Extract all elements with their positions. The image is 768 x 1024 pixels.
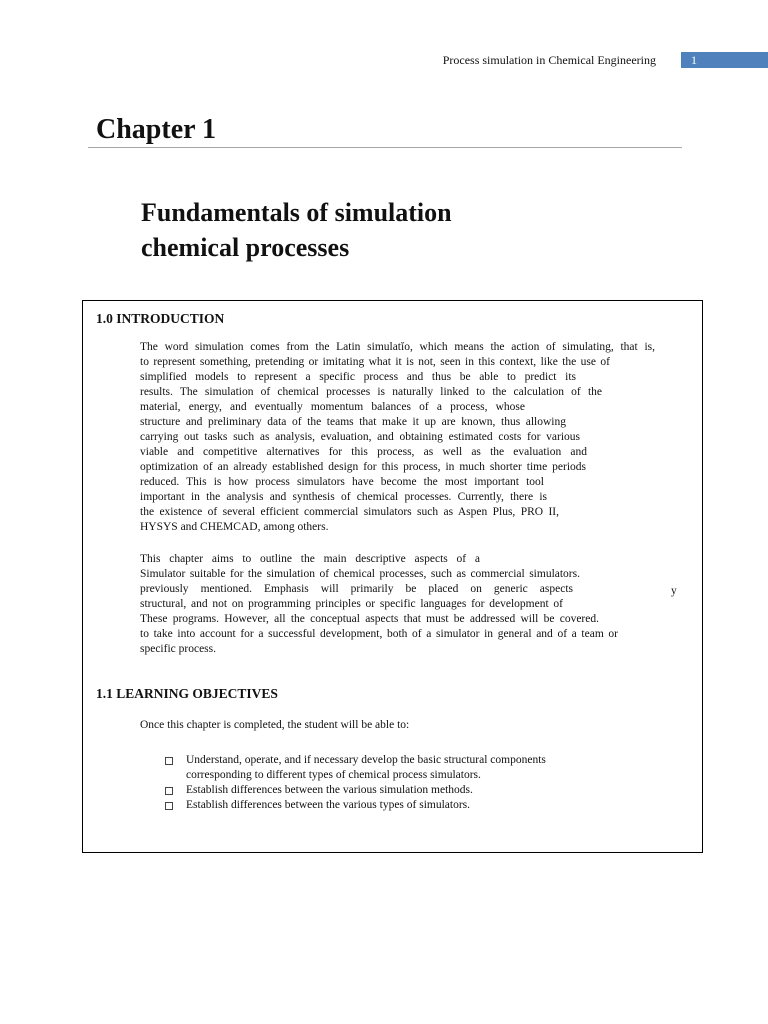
text-line: The word simulation comes from the Latin simulatĭo, which means the action of simulating, that is, xyxy=(140,341,655,353)
text-line: HYSYS and CHEMCAD, among others. xyxy=(140,521,329,533)
chapter-title xyxy=(141,195,452,265)
text-line: This chapter aims to outline the main descriptive aspects of a xyxy=(140,553,480,565)
objectives-list xyxy=(165,753,585,813)
text-line: simplified models to represent a specific process and thus be able to predict its xyxy=(140,371,576,383)
chapter-title-line: Fundamentals of simulation xyxy=(141,198,452,227)
text-line: Simulator suitable for the simulation of chemical processes, such as commercial simulators. xyxy=(140,568,580,580)
text-line: optimization of an already established design for this process, in much shorter time periods xyxy=(140,461,586,473)
text-line: reduced. This is how process simulators have become the most important tool xyxy=(140,476,544,488)
running-header-title: Process simulation in Chemical Engineering xyxy=(442,53,656,67)
stray-letter: y xyxy=(671,585,677,597)
content-box xyxy=(82,300,703,853)
checkbox-bullet-icon xyxy=(165,787,173,795)
text-line: structural, and not on programming principles or specific languages for development of xyxy=(140,598,563,610)
text-line: structure and preliminary data of the teams that make it up are known, thus allowing xyxy=(140,416,566,428)
chapter-divider xyxy=(88,147,682,148)
intro-paragraph-2 xyxy=(140,552,655,657)
text-line: Understand, operate, and if necessary develop the basic structural components xyxy=(186,754,546,766)
intro-paragraph-1 xyxy=(140,340,655,535)
intro-heading: 1.0 INTRODUCTION xyxy=(96,311,225,326)
text-line: carrying out tasks such as analysis, evaluation, and obtaining estimated costs for various xyxy=(140,431,580,443)
text-line: These programs. However, all the conceptual aspects that must be addressed will be covered. xyxy=(140,613,599,625)
text-line: Establish differences between the various types of simulators. xyxy=(186,799,471,811)
checkbox-bullet-icon xyxy=(165,757,173,765)
chapter-title-line: chemical processes xyxy=(141,233,350,262)
text-line: previously mentioned. Emphasis will primarily be placed on generic aspects xyxy=(140,583,573,595)
text-line: to represent something, pretending or imitating what it is not, seen in this context, like the use of xyxy=(140,356,610,368)
checkbox-bullet-icon xyxy=(165,802,173,810)
objectives-heading: 1.1 LEARNING OBJECTIVES xyxy=(96,686,278,701)
text-line: Establish differences between the various simulation methods. xyxy=(186,784,473,796)
text-line: material, energy, and eventually momentum balances of a process, whose xyxy=(140,401,525,413)
list-item xyxy=(165,783,585,798)
list-item xyxy=(165,798,585,813)
page-number-badge: 1 xyxy=(681,52,768,68)
chapter-label: Chapter 1 xyxy=(96,114,217,145)
text-line: viable and competitive alternatives for this process, as well as the evaluation and xyxy=(140,446,587,458)
text-line: corresponding to different types of chemical process simulators. xyxy=(186,769,481,781)
list-item xyxy=(165,753,585,783)
text-line: results. The simulation of chemical processes is naturally linked to the calculation of the xyxy=(140,386,602,398)
text-line: the existence of several efficient commercial simulators such as Aspen Plus, PRO II, xyxy=(140,506,559,518)
text-line: important in the analysis and synthesis of chemical processes. Currently, there is xyxy=(140,491,547,503)
text-line: to take into account for a successful development, both of a simulator in general and of a team or xyxy=(140,628,618,640)
objectives-lead: Once this chapter is completed, the student will be able to: xyxy=(140,719,410,731)
text-line: specific process. xyxy=(140,643,216,655)
